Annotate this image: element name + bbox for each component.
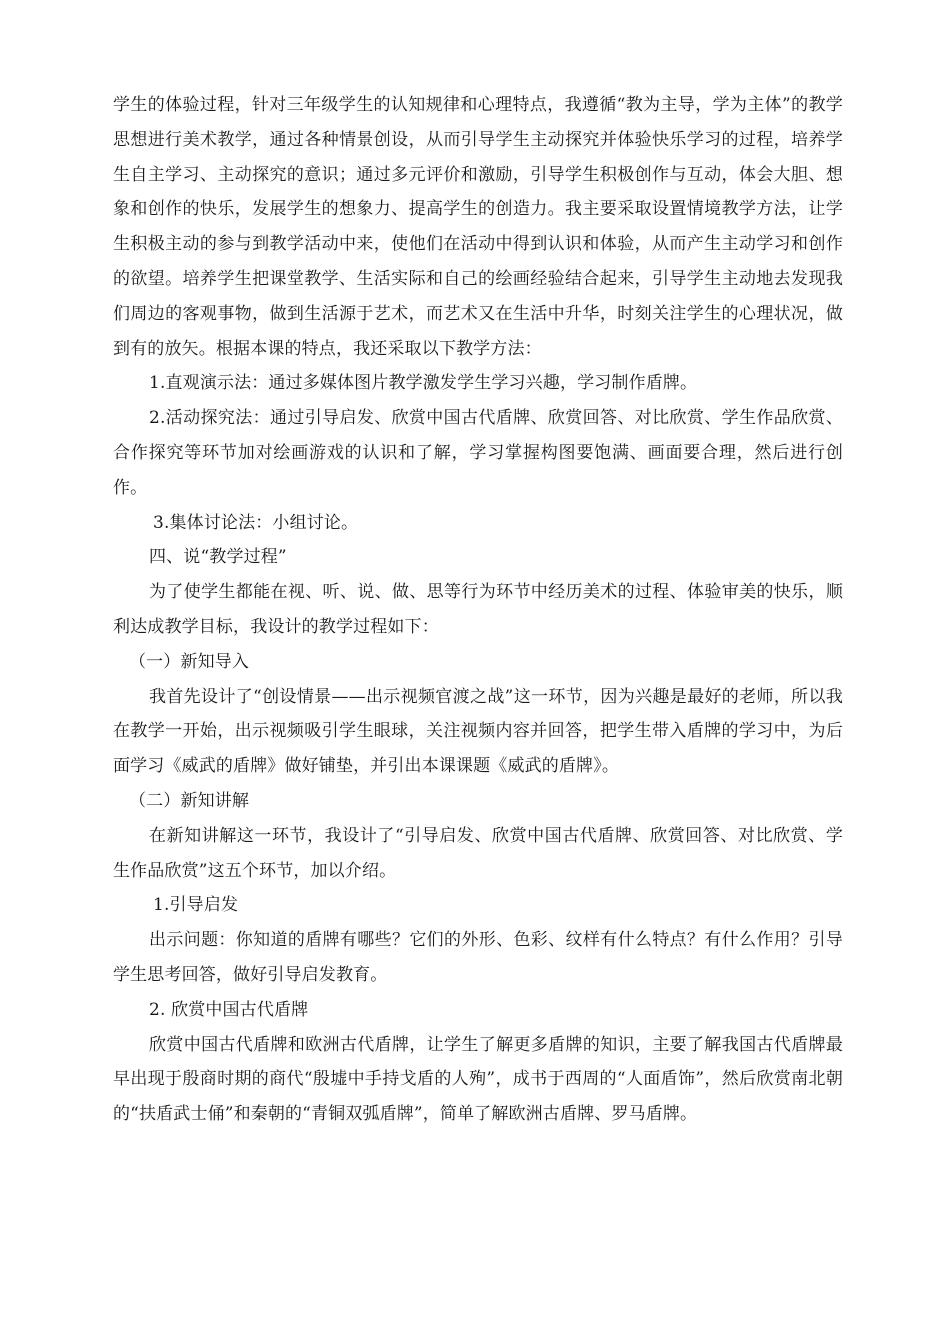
paragraph-appreciate-shields: 欣赏中国古代盾牌和欧洲古代盾牌，让学生了解更多盾牌的知识，主要了解我国古代盾牌最早出现于殷商时期的商代“殷墟中手持戈盾的人殉”，成书于西周的“人面盾饰”，然后欣赏南北朝的“扶盾武士俑”和秦朝的“青铜双弧盾牌”，简单了解欧洲古盾牌、罗马盾牌。 — [113, 1034, 843, 1125]
paragraph-intro-design: 我首先设计了“创设情景——出示视频官渡之战”这一环节，因为兴趣是最好的老师，所以我在教学一开始，出示视频吸引学生眼球，关注视频内容并回答，把学生带入盾牌的学习中，为后面学习《威武的盾牌》做好铺垫，并引出本课课题《威武的盾牌》。 — [113, 686, 843, 777]
section-heading-teaching-process: 四、说“教学过程” — [149, 547, 287, 568]
subheading-new-knowledge-intro: （一）新知导入 — [129, 651, 250, 672]
paragraph-process-intro: 为了使学生都能在视、听、说、做、思等行为环节中经历美术的过程、体验审美的快乐，顺利达成教学目标，我设计的教学过程如下： — [113, 582, 843, 637]
subheading-guidance: 1.引导启发 — [153, 895, 239, 916]
paragraph-teaching-approach: 学生的体验过程，针对三年级学生的认知规律和心理特点，我遵循“教为主导，学为主体”的教学思想进行美术教学，通过各种情景创设，从而引导学生主动探究并体验快乐学习的过程，培养学生自主学习、主动探究的意识；通过多元评价和激励，引导学生积极创作与互动，体会大胆、想象和创作的快乐，发展学生的想象力、提高学生的创造力。我主要采取设置情境教学方法，让学生积极主动的参与到教学活动中来，使他们在活动中得到认识和体验，从而产生主动学习和创作的欲望。培养学生把课堂教学、生活实际和自己的绘画经验结合起来，引导学生主动地去发现我们周边的客观事物，做到生活源于艺术，而艺术又在生活中升华，时刻关注学生的心理状况，做到有的放矢。根据本课的特点，我还采取以下教学方法： — [113, 95, 843, 359]
subheading-appreciate-ancient-shields: 2. 欣赏中国古代盾牌 — [149, 999, 309, 1020]
paragraph-method-3: 3.集体讨论法：小组讨论。 — [153, 512, 359, 533]
document-body — [113, 88, 843, 1132]
paragraph-guidance-questions: 出示问题：你知道的盾牌有哪些？它们的外形、色彩、纹样有什么特点？有什么作用？引导学生思考回答，做好引导启发教育。 — [113, 930, 843, 985]
paragraph-explain-design: 在新知讲解这一环节，我设计了“引导启发、欣赏中国古代盾牌、欣赏回答、对比欣赏、学生作品欣赏”这五个环节，加以介绍。 — [113, 825, 843, 881]
paragraph-method-2: 2.活动探究法：通过引导启发、欣赏中国古代盾牌、欣赏回答、对比欣赏、学生作品欣赏、合作探究等环节加对绘画游戏的认识和了解，学习掌握构图要饱满、画面要合理，然后进行创作。 — [113, 408, 843, 498]
paragraph-method-1: 1.直观演示法：通过多媒体图片教学激发学生学习兴趣，学习制作盾牌。 — [149, 373, 698, 394]
subheading-new-knowledge-explain: （二）新知讲解 — [129, 790, 250, 811]
